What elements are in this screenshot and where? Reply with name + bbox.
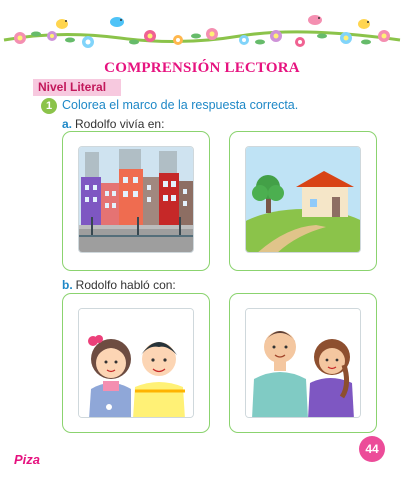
bird-icon [56,15,370,29]
question-text: Rodolfo vivía en: [75,117,165,131]
publisher-brand: Piza [14,452,41,467]
question-letter: b. [62,278,73,292]
page-number: 44 [359,436,385,462]
answer-frame-a-countryside[interactable] [229,131,377,271]
answer-frame-b-children[interactable] [62,293,210,433]
answer-frame-b-adults[interactable] [229,293,377,433]
question-letter: a. [62,117,73,131]
question-text: Rodolfo habló con: [75,278,176,292]
publisher-logo [14,452,40,467]
adults-icon [245,308,361,418]
activity-instruction: Colorea el marco de la respuesta correcta. [62,98,299,112]
floral-border [0,0,404,52]
question-b [62,278,176,292]
answer-frame-a-city[interactable] [62,131,210,271]
page-title: COMPRENSIÓN LECTORA [104,60,300,76]
children-icon [78,308,194,418]
question-a [62,117,164,131]
activity-number: 1 [41,98,57,114]
countryside-house-icon [245,146,361,253]
city-street-icon [78,146,194,253]
level-label: Nivel Literal [33,79,121,96]
